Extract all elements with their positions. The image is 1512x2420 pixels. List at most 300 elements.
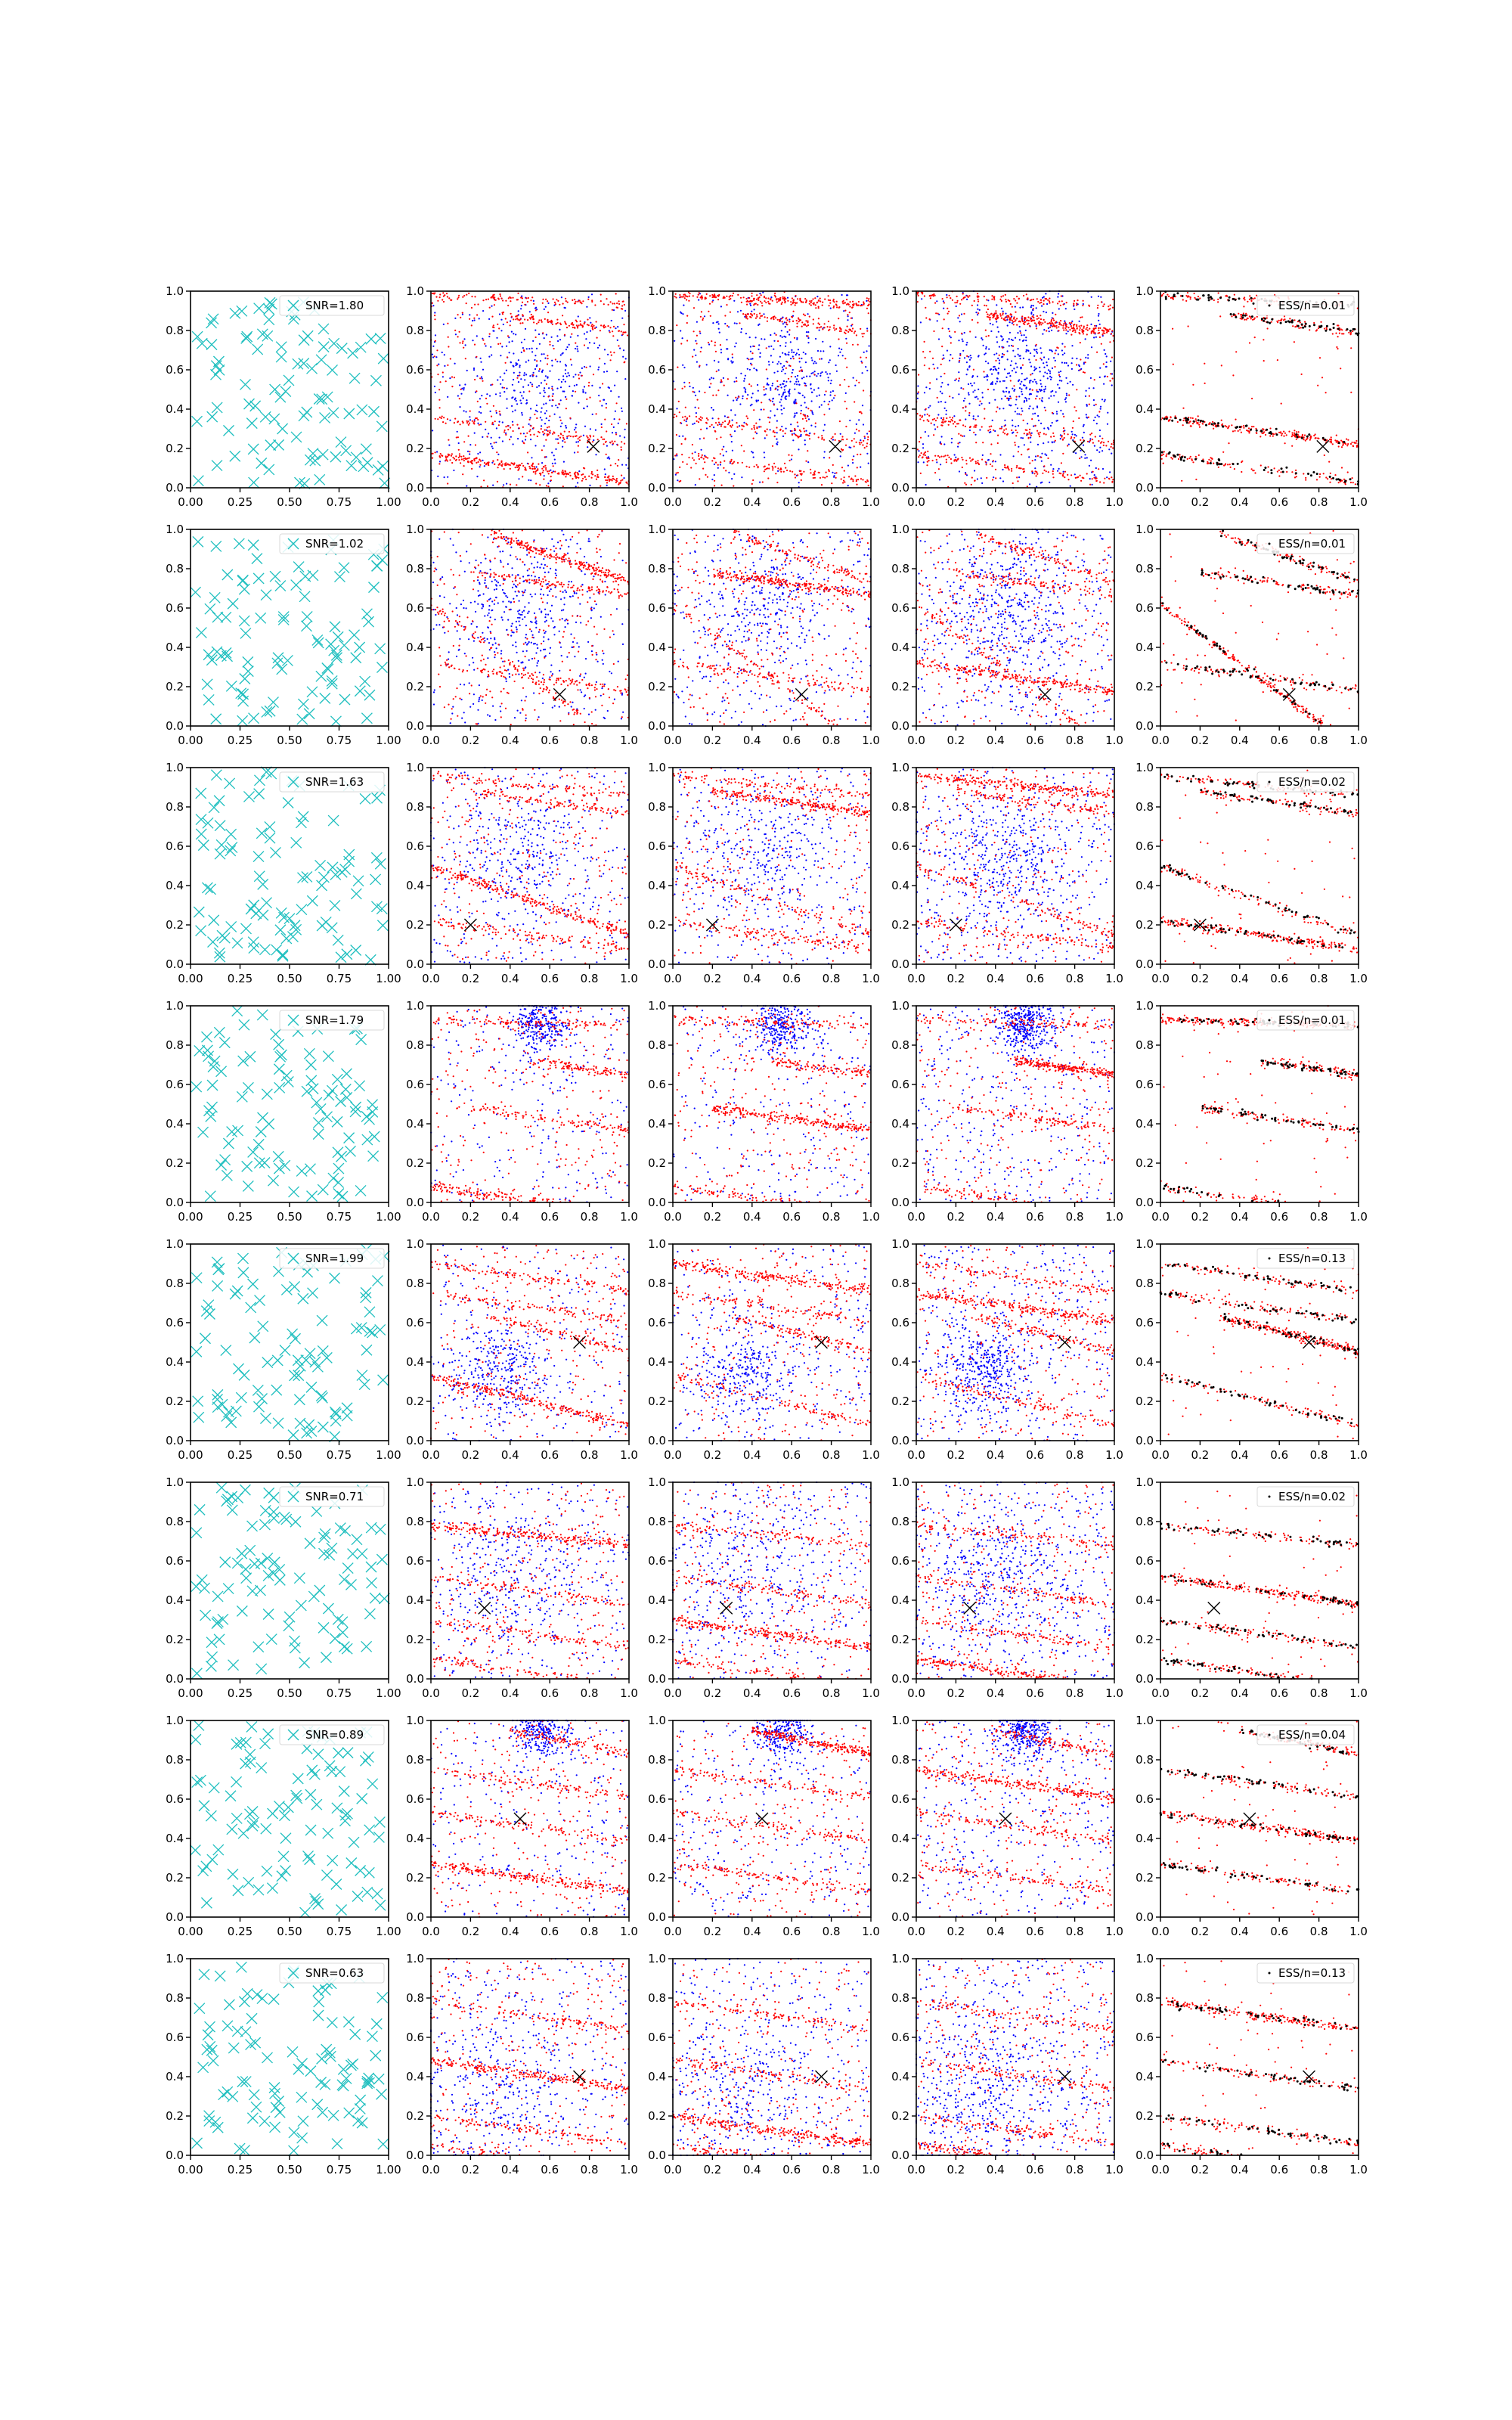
particle-point xyxy=(544,430,546,431)
particle-point xyxy=(829,408,830,410)
particle-point xyxy=(824,424,826,426)
particle-point xyxy=(750,351,751,352)
particle-point xyxy=(1187,458,1188,460)
particle-point xyxy=(940,401,942,402)
particle-point xyxy=(971,305,973,306)
particle-point xyxy=(1080,317,1081,318)
particle-point xyxy=(803,428,804,430)
particle-point xyxy=(961,457,962,458)
particle-point xyxy=(995,469,996,470)
particle-point xyxy=(934,455,936,457)
particle-point xyxy=(578,436,580,438)
particle-point xyxy=(852,480,854,482)
particle-point xyxy=(761,302,763,304)
particle-point xyxy=(1109,471,1111,473)
particle-point xyxy=(563,473,565,475)
particle-point xyxy=(1009,392,1010,393)
particle-point xyxy=(970,355,971,356)
particle-point xyxy=(491,306,492,307)
particle-point xyxy=(856,442,857,443)
particle-point xyxy=(715,394,717,396)
particle-point xyxy=(866,433,868,434)
particle-point xyxy=(829,401,830,402)
particle-point xyxy=(466,422,468,424)
particle-point xyxy=(1052,318,1054,319)
particle-point xyxy=(1256,432,1257,433)
particle-point xyxy=(999,408,1000,409)
particle-point xyxy=(800,473,801,475)
particle-point xyxy=(815,338,816,340)
particle-point xyxy=(1030,365,1032,367)
particle-point xyxy=(717,418,719,420)
particle-point xyxy=(484,465,485,467)
particle-point xyxy=(1199,297,1201,299)
particle-point xyxy=(854,385,856,386)
particle-point xyxy=(498,327,500,329)
particle-point xyxy=(1022,437,1024,439)
particle-point xyxy=(1005,428,1007,430)
observation-point xyxy=(192,331,203,342)
particle-point xyxy=(1317,437,1318,439)
particle-point xyxy=(615,327,616,329)
particle-point xyxy=(824,299,826,300)
particle-point xyxy=(1062,325,1064,327)
particle-point xyxy=(699,478,700,479)
particle-point xyxy=(556,335,558,337)
particle-point xyxy=(1097,305,1098,306)
particle-point xyxy=(544,433,545,434)
particle-point xyxy=(950,417,951,418)
particle-point xyxy=(936,461,937,463)
particle-point xyxy=(739,425,740,427)
particle-point xyxy=(432,346,434,347)
particle-point xyxy=(523,433,525,434)
particle-point xyxy=(1030,442,1031,443)
particle-point xyxy=(860,328,861,330)
particle-point xyxy=(482,299,484,301)
particle-point xyxy=(820,375,821,377)
particle-point xyxy=(1092,484,1093,486)
particle-point xyxy=(715,422,717,424)
particle-panel-xtick-label: 0.6 xyxy=(541,495,559,509)
particle-point xyxy=(773,340,775,342)
particle-point xyxy=(534,466,535,467)
particle-point xyxy=(750,358,751,360)
particle-point xyxy=(1036,352,1038,354)
particle-point xyxy=(522,465,524,467)
particle-point xyxy=(835,303,837,305)
particle-point xyxy=(531,348,533,349)
particle-point xyxy=(856,484,857,486)
particle-point xyxy=(707,476,708,478)
particle-point xyxy=(1039,436,1040,437)
particle-point xyxy=(984,408,985,410)
particle-point xyxy=(962,350,964,352)
particle-point xyxy=(751,385,752,386)
particle-point xyxy=(1235,351,1237,352)
particle-point xyxy=(964,482,965,484)
particle-point xyxy=(1249,342,1250,343)
particle-point xyxy=(588,296,590,298)
particle-point xyxy=(581,368,583,369)
particle-point xyxy=(610,352,612,353)
particle-point xyxy=(1100,406,1101,408)
particle-point xyxy=(803,352,804,353)
particle-point xyxy=(1096,477,1098,479)
particle-point xyxy=(834,395,835,396)
particle-point xyxy=(993,389,995,390)
particle-point xyxy=(688,300,689,302)
particle-point xyxy=(724,315,726,316)
particle-point xyxy=(1225,425,1226,427)
particle-point xyxy=(1030,306,1032,308)
particle-point xyxy=(962,459,963,461)
observation-point xyxy=(254,303,265,314)
particle-point xyxy=(1040,383,1042,385)
particle-point xyxy=(454,330,456,331)
particle-point xyxy=(1087,330,1089,331)
particle-point xyxy=(1291,436,1293,437)
particle-point xyxy=(798,354,800,355)
particle-point xyxy=(999,428,1001,430)
particle-point xyxy=(1075,452,1077,454)
particle-point xyxy=(746,466,748,467)
particle-point xyxy=(1024,444,1025,445)
particle-point xyxy=(463,455,464,457)
particle-point xyxy=(574,302,575,304)
particle-point xyxy=(941,392,943,394)
particle-point xyxy=(623,300,624,302)
particle-point xyxy=(686,418,688,420)
particle-point xyxy=(936,459,937,461)
observation-point xyxy=(314,474,325,485)
particle-point xyxy=(1080,325,1082,327)
particle-point xyxy=(805,302,807,303)
particle-point xyxy=(732,353,733,355)
particle-point xyxy=(515,318,516,320)
particle-point xyxy=(523,442,525,444)
particle-point xyxy=(1030,374,1031,375)
particle-point xyxy=(546,485,547,486)
particle-point xyxy=(612,302,613,304)
particle-point xyxy=(805,361,807,363)
particle-point xyxy=(864,436,866,437)
particle-point xyxy=(537,411,538,412)
particle-point xyxy=(828,404,829,405)
particle-point xyxy=(1038,420,1040,421)
particle-point xyxy=(985,330,987,331)
particle-point xyxy=(961,299,962,300)
particle-point xyxy=(1005,317,1006,318)
particle-point xyxy=(740,310,742,312)
particle-point xyxy=(621,449,622,451)
particle-point xyxy=(1084,458,1086,459)
observation-panel-ytick-label: 0.2 xyxy=(166,442,184,455)
particle-point xyxy=(923,420,925,421)
particle-point xyxy=(924,414,925,415)
particle-point xyxy=(1093,337,1095,338)
particle-point xyxy=(574,385,575,386)
particle-point xyxy=(472,320,473,321)
particle-point xyxy=(1021,367,1022,368)
particle-point xyxy=(1093,399,1095,401)
particle-point xyxy=(531,468,533,470)
particle-point xyxy=(1064,346,1066,348)
particle-point xyxy=(1198,424,1200,426)
particle-point xyxy=(530,299,531,301)
particle-point xyxy=(621,408,622,409)
particle-point xyxy=(1062,439,1064,441)
particle-point xyxy=(531,316,533,318)
particle-point xyxy=(711,479,713,480)
particle-point xyxy=(693,307,695,309)
particle-point xyxy=(544,337,545,339)
particle-point xyxy=(828,295,829,296)
particle-point xyxy=(861,333,863,334)
particle-point xyxy=(686,420,687,422)
observation-point xyxy=(237,306,247,316)
particle-point xyxy=(600,486,601,487)
particle-point xyxy=(1089,440,1091,442)
particle-point xyxy=(1052,433,1054,434)
particle-point xyxy=(435,356,437,358)
particle-point xyxy=(519,365,521,366)
particle-point xyxy=(1031,433,1033,434)
particle-point xyxy=(543,403,544,405)
particle-point xyxy=(468,293,469,294)
particle-point xyxy=(1091,333,1092,334)
particle-point xyxy=(560,433,562,435)
particle-point xyxy=(533,303,534,305)
particle-point xyxy=(981,482,983,484)
particle-point xyxy=(566,376,568,377)
particle-point xyxy=(789,381,791,383)
particle-point xyxy=(794,413,795,414)
particle-point xyxy=(977,293,978,294)
particle-point xyxy=(809,300,810,302)
particle-point xyxy=(554,463,556,464)
particle-point xyxy=(1051,349,1052,351)
particle-point xyxy=(866,445,867,447)
particle-point xyxy=(995,461,996,462)
particle-point xyxy=(748,467,750,468)
particle-point xyxy=(689,415,690,417)
particle-point xyxy=(983,371,984,372)
particle-point xyxy=(1071,321,1073,322)
particle-point xyxy=(814,361,816,362)
particle-point xyxy=(686,322,688,324)
particle-point xyxy=(842,482,844,483)
particle-point xyxy=(731,362,733,364)
particle-point xyxy=(767,417,769,418)
particle-point xyxy=(1016,465,1018,467)
particle-point xyxy=(810,373,812,374)
particle-point xyxy=(769,421,770,423)
particle-point xyxy=(709,379,711,380)
particle-point xyxy=(1004,425,1005,427)
particle-point xyxy=(591,385,593,386)
observation-point xyxy=(348,348,358,358)
particle-point xyxy=(538,321,539,323)
particle-point xyxy=(1050,391,1052,392)
observation-point xyxy=(344,408,355,419)
particle-point xyxy=(866,479,868,481)
particle-point xyxy=(525,439,526,440)
particle-point xyxy=(565,324,567,325)
observation-panel-legend-label: SNR=1.80 xyxy=(305,299,364,312)
particle-point xyxy=(1034,467,1036,469)
particle-point xyxy=(959,360,960,361)
particle-point xyxy=(1003,391,1005,392)
particle-point xyxy=(683,305,684,306)
particle-point xyxy=(1253,426,1254,427)
particle-point xyxy=(540,360,541,361)
particle-point xyxy=(488,464,489,466)
particle-point xyxy=(801,321,803,323)
particle-point xyxy=(1247,301,1248,302)
particle-point xyxy=(615,411,616,412)
particle-point xyxy=(548,473,550,474)
particle-point xyxy=(866,370,868,371)
particle-point xyxy=(695,407,696,408)
particle-point xyxy=(777,298,779,299)
particle-point xyxy=(857,454,858,455)
particle-point xyxy=(1049,397,1050,399)
particle-point xyxy=(1097,414,1098,416)
particle-point xyxy=(689,293,690,294)
particle-point xyxy=(1049,349,1051,351)
particle-point xyxy=(566,327,568,328)
particle-point xyxy=(482,338,483,340)
particle-point xyxy=(1098,296,1099,297)
particle-point xyxy=(477,453,479,455)
observation-point xyxy=(370,375,381,386)
particle-point xyxy=(432,430,433,431)
particle-point xyxy=(561,296,562,298)
particle-point xyxy=(714,345,716,346)
particle-point xyxy=(1103,482,1105,483)
particle-point xyxy=(981,392,983,393)
observation-point xyxy=(223,425,234,436)
particle-point xyxy=(1058,387,1060,389)
particle-point xyxy=(1303,439,1304,440)
particle-point xyxy=(675,293,677,295)
particle-point xyxy=(1103,383,1105,385)
particle-point xyxy=(776,298,777,299)
particle-point xyxy=(1085,338,1086,340)
particle-point xyxy=(989,319,990,321)
particle-point xyxy=(863,389,864,391)
particle-point xyxy=(1241,461,1242,463)
particle-point xyxy=(701,311,702,312)
particle-point xyxy=(1036,298,1038,299)
particle-point xyxy=(729,296,730,298)
particle-point xyxy=(1251,398,1253,399)
particle-point xyxy=(1040,457,1042,458)
particle-point xyxy=(683,296,684,297)
particle-point xyxy=(516,484,517,486)
particle-point xyxy=(953,415,955,417)
observation-point xyxy=(212,461,222,471)
particle-point xyxy=(592,414,593,415)
particle-point xyxy=(922,447,924,448)
particle-point xyxy=(784,389,785,390)
particle-point xyxy=(727,424,729,425)
particle-point xyxy=(618,345,619,346)
particle-point xyxy=(733,462,734,464)
particle-point xyxy=(439,457,441,458)
particle-point xyxy=(1036,315,1038,317)
particle-point xyxy=(454,458,455,460)
particle-point xyxy=(513,443,514,445)
particle-point xyxy=(742,313,744,315)
particle-point xyxy=(810,410,812,411)
particle-point xyxy=(574,327,575,328)
particle-point xyxy=(852,479,854,480)
particle-point xyxy=(609,327,611,328)
particle-point xyxy=(1042,397,1043,399)
particle-point xyxy=(959,358,960,359)
particle-point xyxy=(965,410,966,411)
particle-point xyxy=(1047,427,1049,429)
particle-point xyxy=(1087,441,1089,442)
particle-point xyxy=(1005,387,1007,389)
particle-point xyxy=(977,296,978,298)
particle-point xyxy=(1089,438,1091,439)
particle-point xyxy=(983,345,984,346)
particle-point xyxy=(580,436,581,437)
particle-point xyxy=(604,419,606,420)
particle-point xyxy=(796,352,798,354)
particle-point xyxy=(775,317,776,318)
particle-point xyxy=(530,425,531,427)
particle-point xyxy=(515,315,516,317)
particle-panel-ytick-label: 0.4 xyxy=(648,402,666,416)
particle-point xyxy=(846,367,847,368)
particle-point xyxy=(1219,315,1221,317)
particle-point xyxy=(1090,324,1092,325)
particle-point xyxy=(795,476,796,478)
particle-point xyxy=(463,460,465,461)
particle-point xyxy=(613,427,615,428)
particle-point xyxy=(1067,327,1069,328)
particle-point xyxy=(463,338,465,340)
particle-point xyxy=(995,383,996,384)
particle-point xyxy=(557,322,559,324)
particle-point xyxy=(1182,408,1184,409)
particle-point xyxy=(577,451,578,453)
particle-point xyxy=(763,386,764,388)
particle-point xyxy=(602,383,603,384)
particle-point xyxy=(603,303,605,305)
particle-point xyxy=(727,395,729,396)
particle-point xyxy=(780,469,782,470)
particle-point xyxy=(717,295,718,296)
particle-point xyxy=(587,299,589,300)
particle-point xyxy=(483,479,485,481)
particle-point xyxy=(1089,306,1090,307)
particle-point xyxy=(720,461,721,463)
particle-point xyxy=(990,323,991,324)
particle-point xyxy=(562,315,563,316)
particle-point xyxy=(990,453,991,455)
particle-point xyxy=(736,380,737,382)
particle-point xyxy=(851,324,853,325)
particle-point xyxy=(492,294,494,296)
particle-point xyxy=(525,374,527,375)
particle-point xyxy=(764,316,766,318)
particle-point xyxy=(1085,357,1086,358)
